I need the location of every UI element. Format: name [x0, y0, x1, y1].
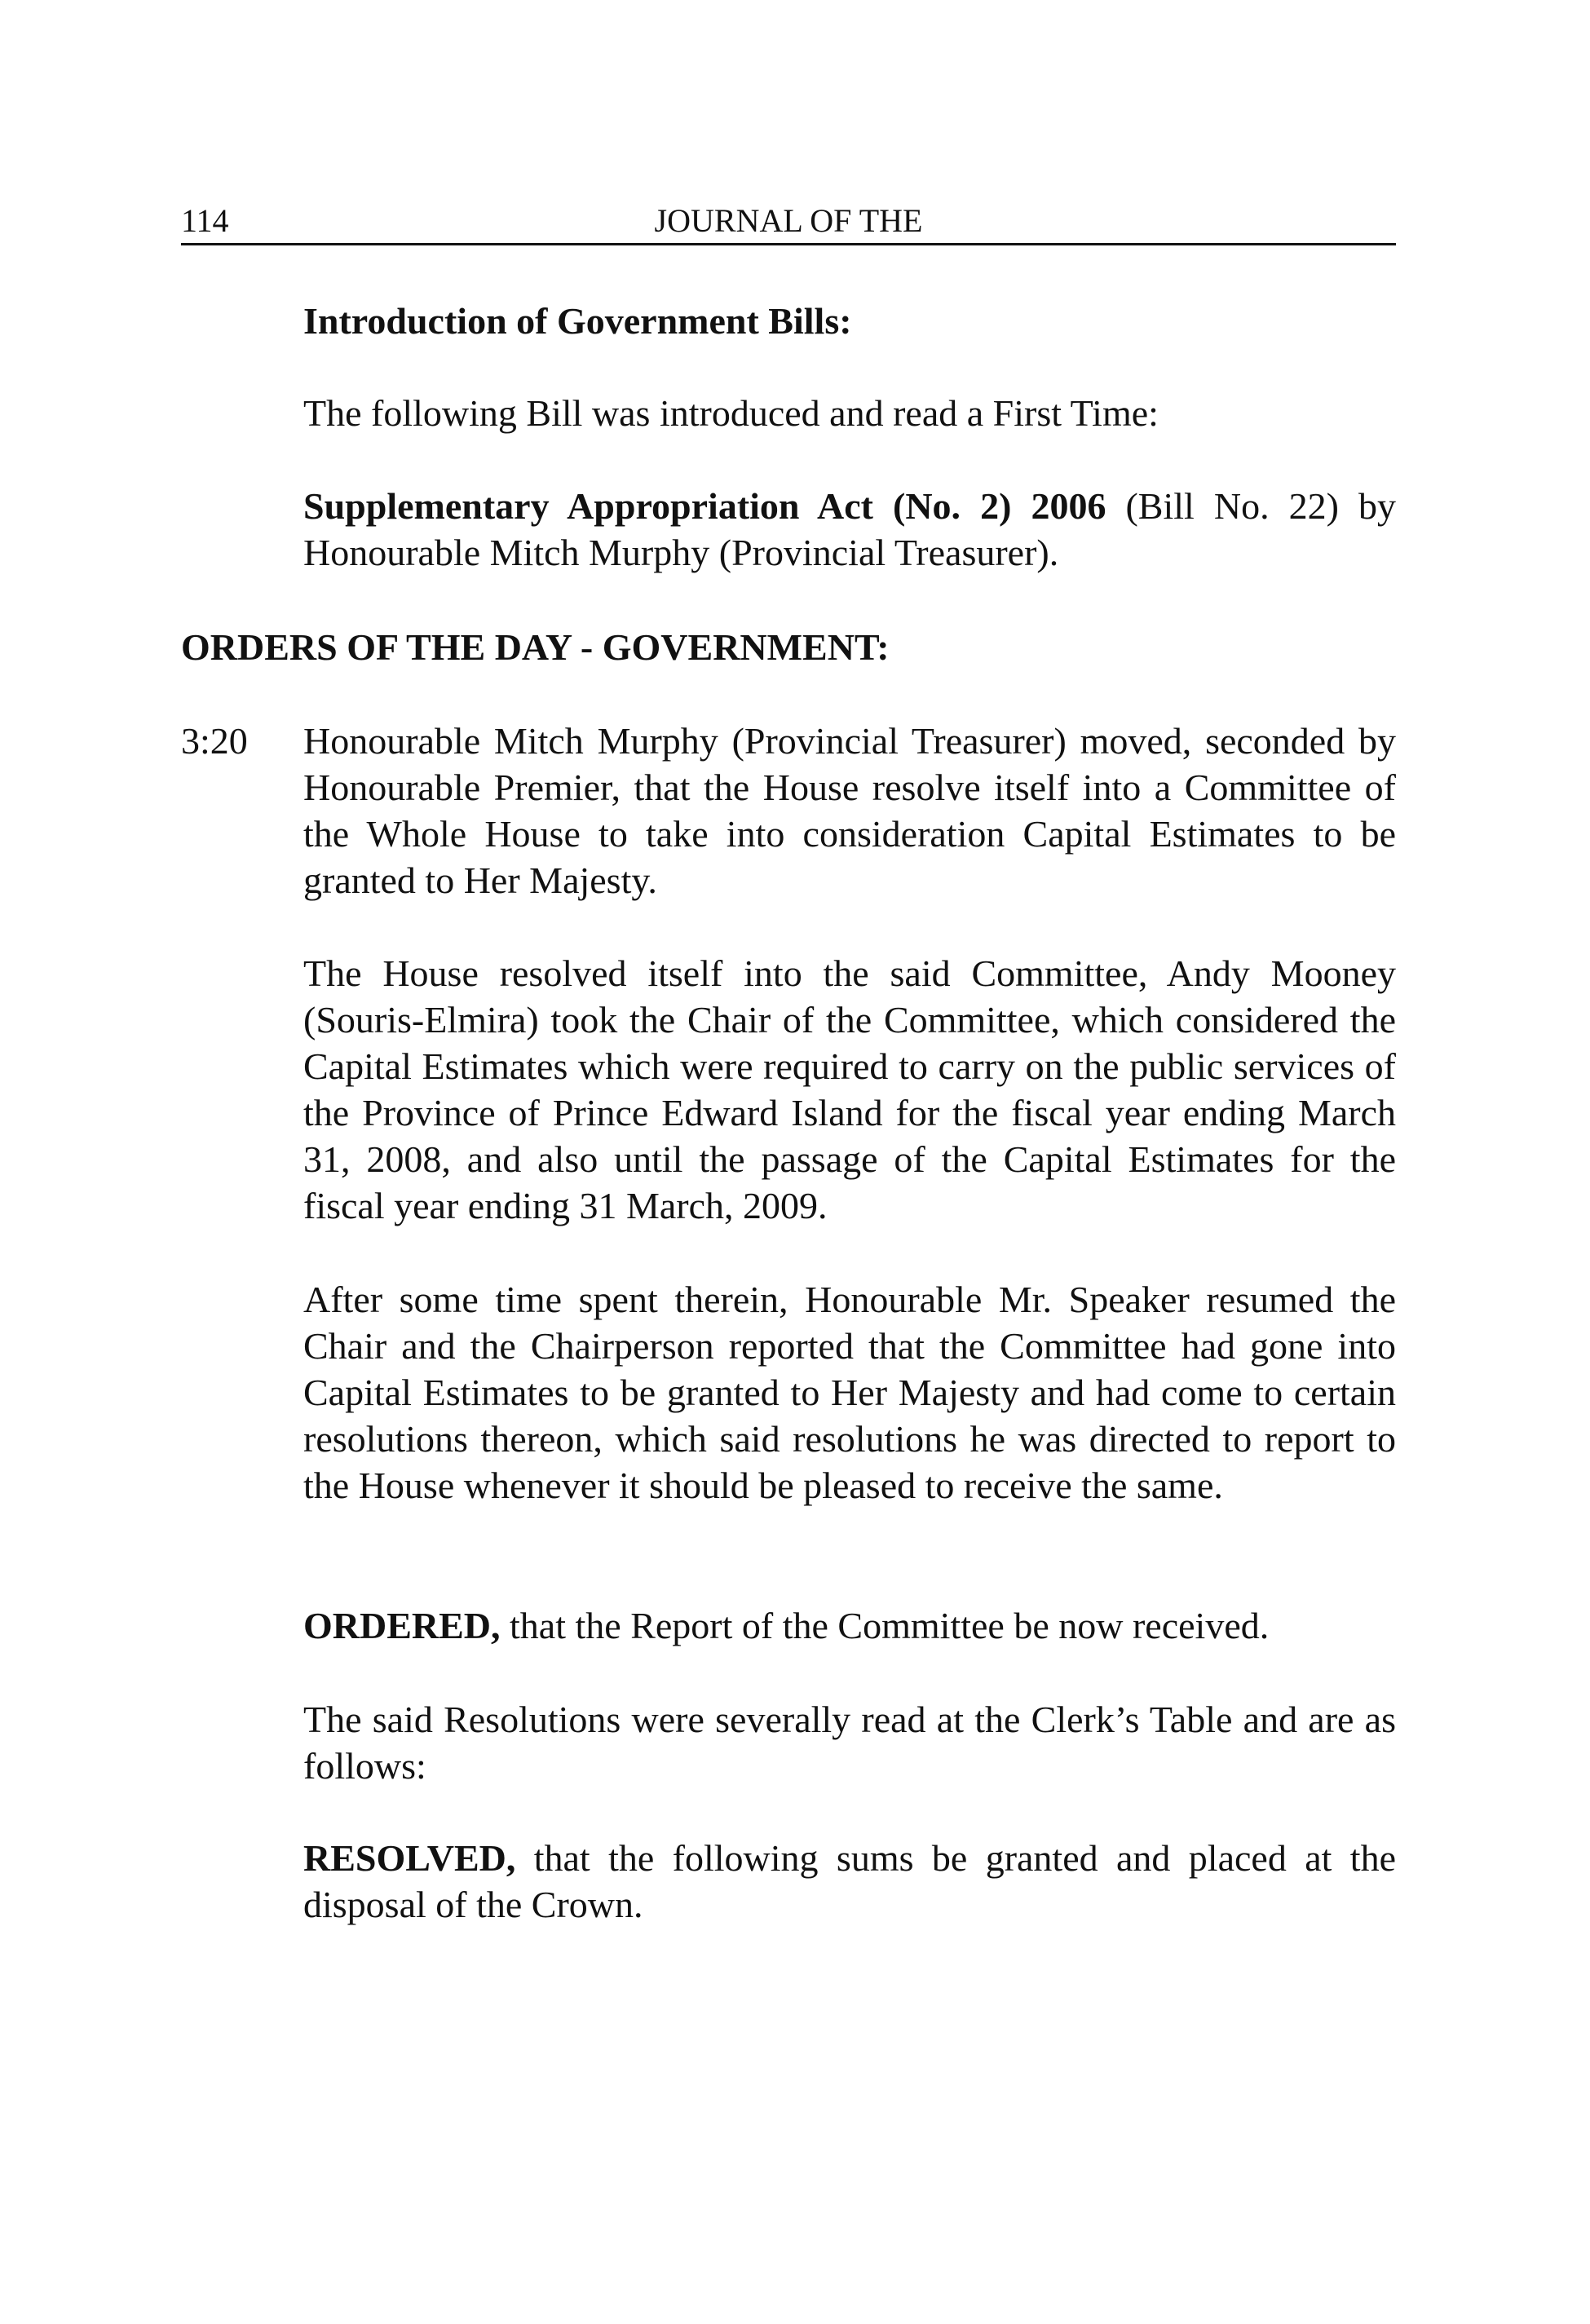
page-number: 114: [181, 202, 229, 239]
page-header: [181, 202, 1396, 245]
bill-details: (Bill No. 22) by Honourable Mitch Murphy (Provincial Treasurer).: [303, 485, 1396, 573]
report-text: After some time spent therein, Honourable Mr. Speaker resumed the Chair and the Chairperson reported that the Committee had gone into Capital Estimates to be granted to Her Majesty and had come to certain resolutions thereon, which said resolutions he was directed to report to the House whenever it should be pleased to receive the same.: [303, 1279, 1396, 1506]
ordered-label: ORDERED,: [303, 1605, 501, 1646]
resolutions-text: The said Resolutions were severally read at the Clerk’s Table and are as follows:: [303, 1699, 1396, 1787]
entry-time: 3:20: [181, 720, 248, 762]
motion-text: Honourable Mitch Murphy (Provincial Treasurer) moved, seconded by Honourable Premier, that the House resolve itself into a Committee of the Whole House to take into consideration Capital Estimates to be granted to Her Majesty.: [303, 720, 1396, 901]
orders-heading: ORDERS OF THE DAY - GOVERNMENT:: [181, 626, 890, 668]
running-head: JOURNAL OF THE: [654, 202, 923, 239]
bill-entry: [303, 483, 1396, 576]
ordered-text: that the Report of the Committee be now received.: [500, 1605, 1270, 1646]
first-time-text: The following Bill was introduced and read a First Time:: [303, 392, 1159, 434]
ordered-paragraph: [303, 1602, 1396, 1649]
gov-bills-heading: Introduction of Government Bills:: [303, 300, 852, 342]
resolved-text: that the following sums be granted and placed at the disposal of the Crown.: [303, 1837, 1396, 1925]
bill-title: Supplementary Appropriation Act (No. 2) 2006: [303, 485, 1106, 527]
resolved-paragraph: [303, 1835, 1396, 1928]
resolved-label: RESOLVED,: [303, 1837, 516, 1879]
committee-text: The House resolved itself into the said Committee, Andy Mooney (Souris-Elmira) took the Chair of the Committee, which considered the Capital Estimates which were required to carry on the public services of the Province of Prince Edward Island for the fiscal year ending March 31, 2008, and also until the passage of the Capital Estimates for the fiscal year ending 31 March, 2009.: [303, 952, 1396, 1226]
